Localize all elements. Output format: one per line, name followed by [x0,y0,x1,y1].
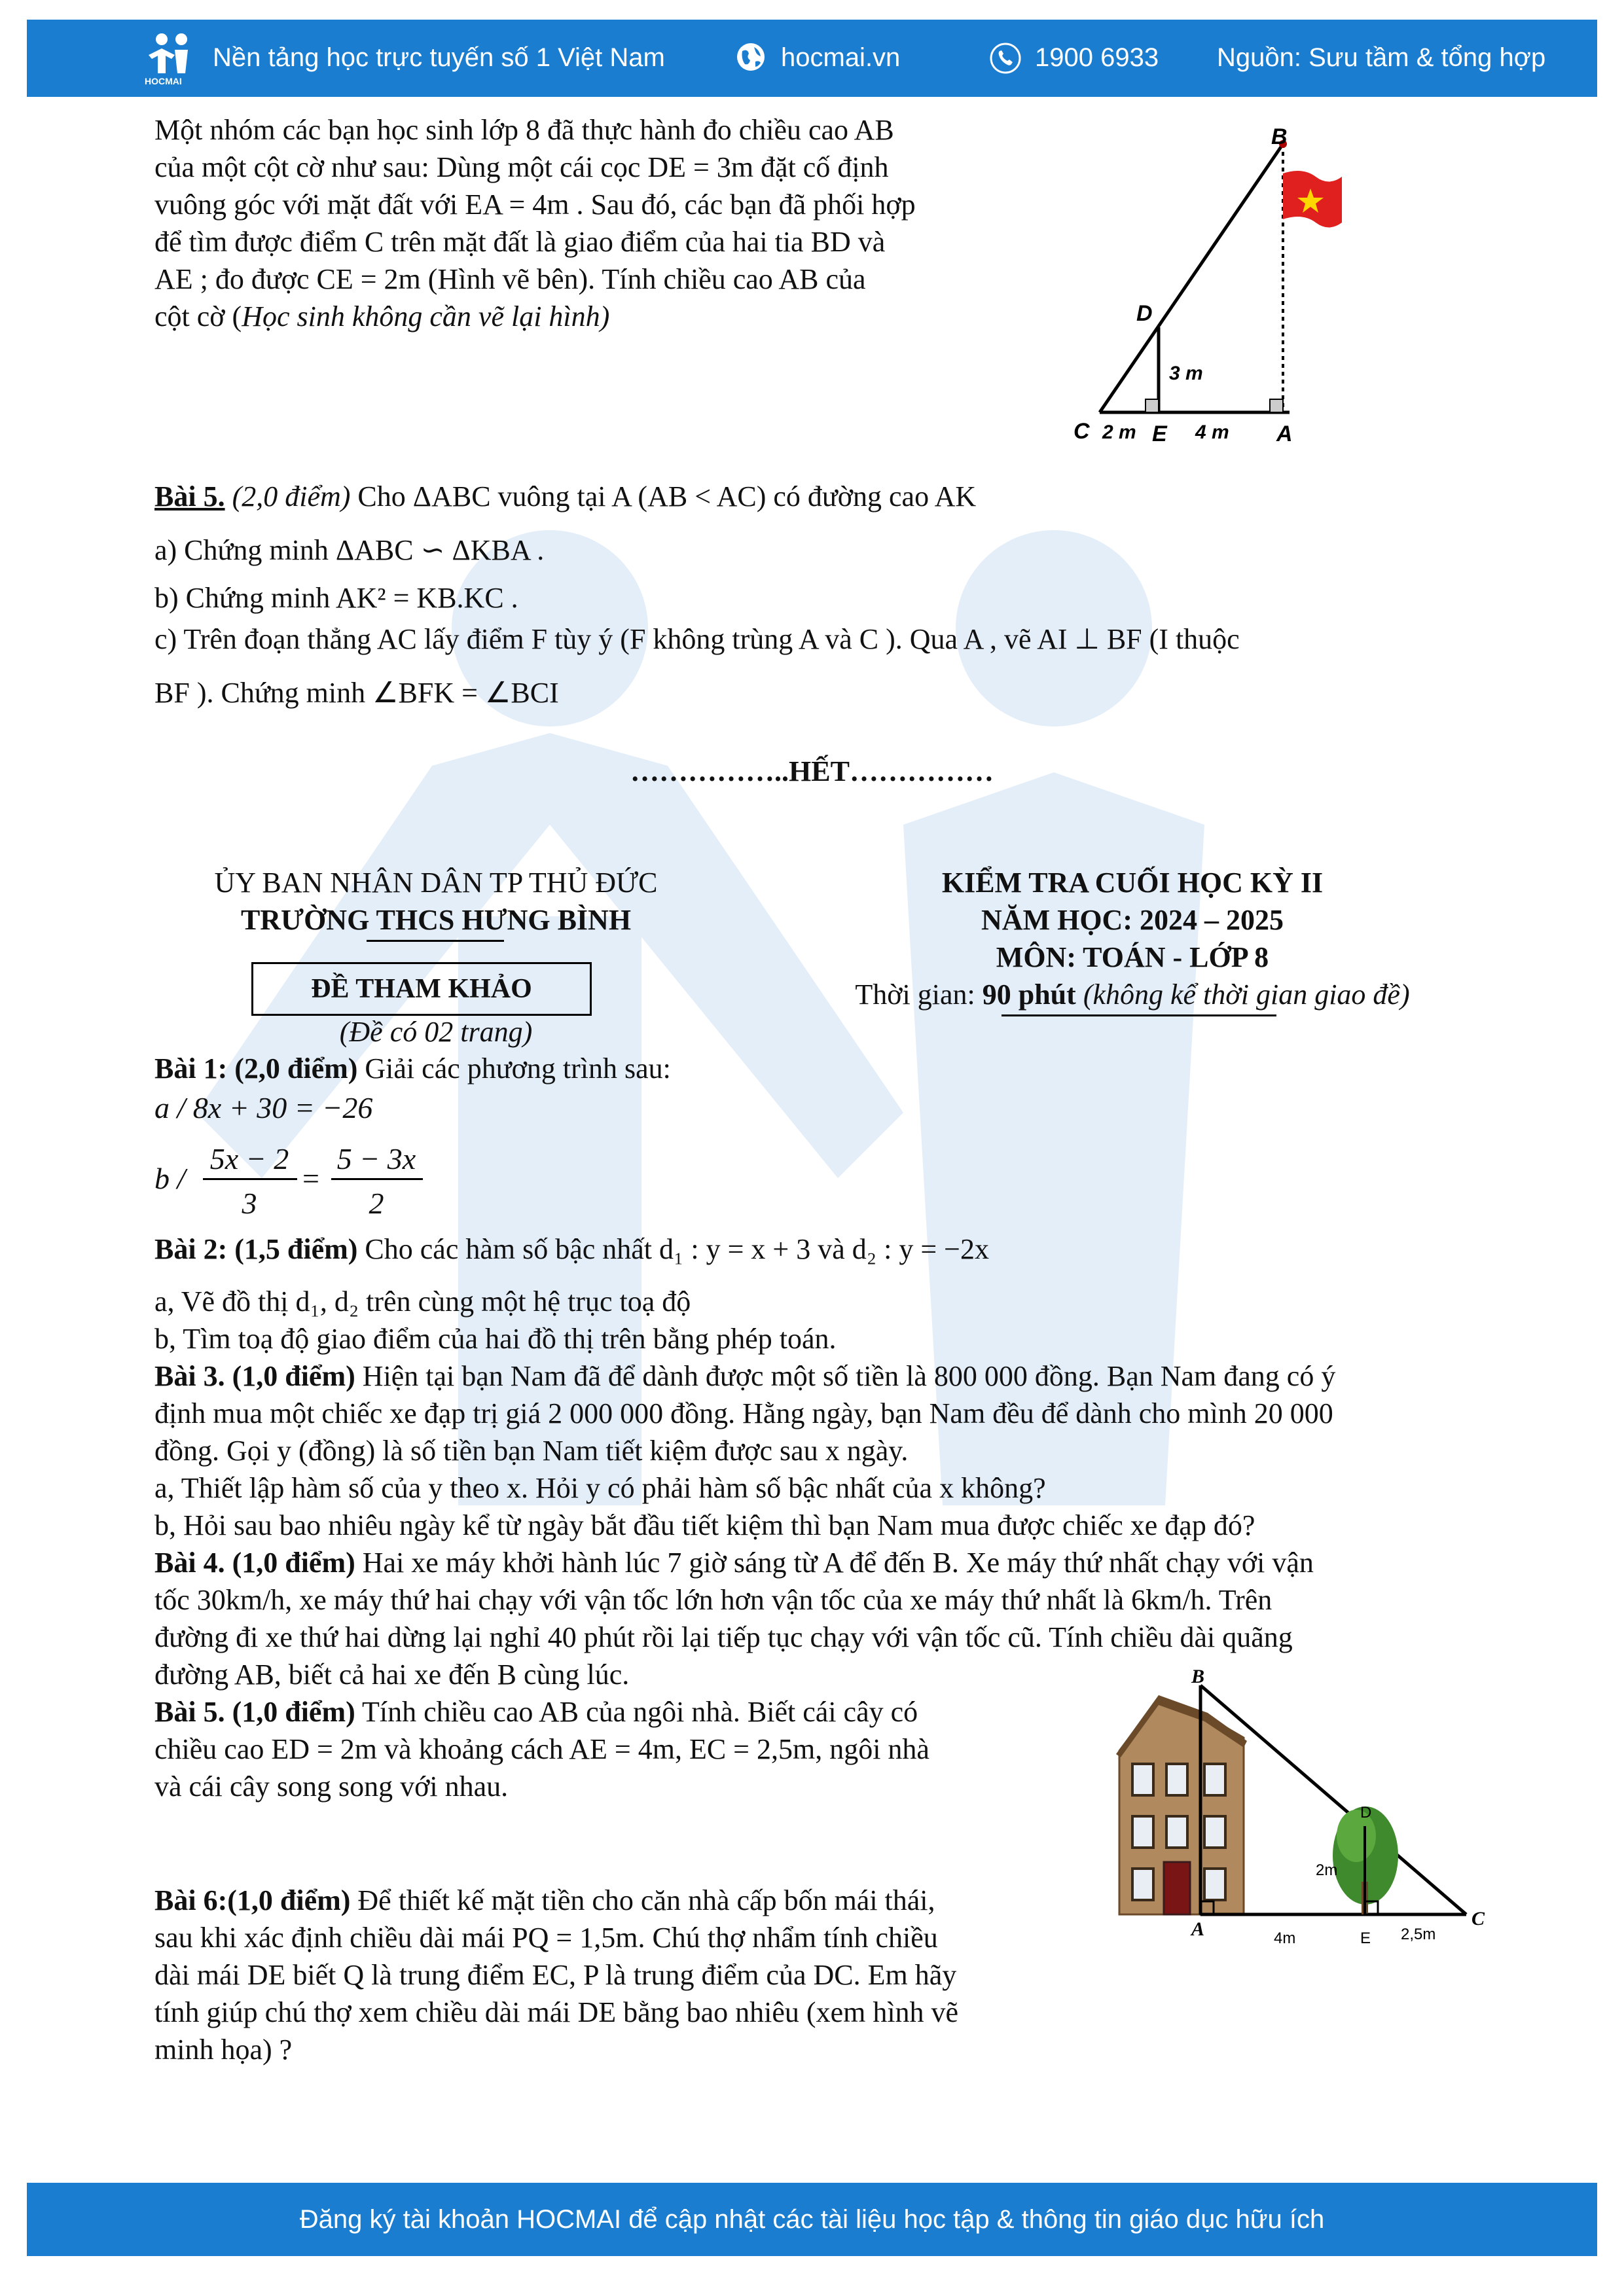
bai3-a: a, Thiết lập hàm số của y theo x. Hỏi y có phải hàm số bậc nhất của x không? [154,1472,1046,1504]
right-angle-e [1146,399,1159,412]
bai4-line-4: đường AB, biết cả hai xe đến B cùng lúc. [154,1659,630,1691]
bai2-text: Cho các hàm số bậc nhất d₁ : y = x + 3 và d₂ : y = −2x [365,1233,989,1265]
bai1-b-bar1 [203,1178,297,1180]
bai3-b: b, Hỏi sau bao nhiêu ngày kể từ ngày bắt đầu tiết kiệm thì bạn Nam mua được chiếc xe đạp đó? [154,1509,1255,1541]
bai3-text-1: Hiện tại bạn Nam đã để dành được một số tiền là 800 000 đồng. Bạn Nam đang có ý [362,1360,1336,1392]
intro-last-prefix: cột cờ ( [154,300,242,332]
bai4-line-2: tốc 30km/h, xe máy thứ hai chạy với vận tốc lớn hơn vận tốc của xe máy thứ nhất là 6km/h. Trên [154,1584,1272,1616]
label-ce: 2 m [1102,422,1136,443]
p1-bai5-text: Cho ΔABC vuông tại A (AB < AC) có đường cao AK [357,480,977,512]
bai1-b-num1: 5x − 2 [209,1142,289,1175]
bai2-title: Bài 2: (1,5 điểm) [154,1233,358,1265]
bai1-stmt [154,1050,671,1087]
window [1132,1869,1153,1900]
p1-bai5-a: a) Chứng minh ΔABC ∽ ΔKBA . [154,534,545,566]
school-name: TRƯỜNG THCS HƯNG BÌNH [240,904,632,936]
exam-time [753,976,1512,1013]
window [1166,1764,1187,1795]
bai1-a: a / 8x + 30 = −26 [154,1091,373,1124]
bai6-text-1: Để thiết kế mặt tiền cho căn nhà cấp bốn mái thái, [357,1884,935,1916]
label-e: E [1152,422,1167,446]
label-d: D [1136,301,1153,326]
intro-last-note: Học sinh không cần vẽ lại hình) [242,300,610,332]
bai2-a: a, Vẽ đồ thị d₁, d₂ trên cùng một hệ trục toạ độ [154,1285,691,1318]
window [1166,1816,1187,1848]
bai3-line-1 [154,1357,1335,1395]
header-website[interactable]: hocmai.vn [781,43,901,72]
bai4-line-3: đường đi xe thứ hai dừng lại nghỉ 40 phút rồi lại tiếp tục chạy với vận tốc cũ. Tính chiều dài quãng [154,1621,1293,1653]
bai6-line-5: minh họa) ? [154,2034,293,2066]
window [1204,1816,1225,1848]
bai5-text-1: Tính chiều cao AB của ngôi nhà. Biết cái cây có [361,1696,918,1728]
p1-bai5-stmt [154,478,976,515]
label-ea: 4 m [1195,422,1229,443]
bai2-b: b, Tìm toạ độ giao điểm của hai đồ thị trên bằng phép toán. [154,1323,837,1355]
bai1-b-num2: 5 − 3x [336,1142,416,1175]
time-underline [1001,1014,1276,1016]
header-bar [27,20,1597,97]
label-a: A [1276,422,1293,446]
reference-exam-box: ĐỀ THAM KHẢO [251,962,592,1016]
window [1204,1869,1225,1900]
bai1-title: Bài 1: (2,0 điểm) [154,1052,358,1085]
page-count: (Đề có 02 trang) [339,1016,533,1048]
window [1132,1816,1153,1848]
globe-icon [736,42,766,72]
window [1132,1764,1153,1795]
intro-line-3: vuông góc với mặt đất với EA = 4m . Sau đó, các bạn đã phối hợp [154,188,916,221]
intro-line-6 [154,298,609,335]
bai1-b-den1: 3 [242,1187,257,1220]
bai2-stmt [154,1230,989,1268]
school-year: NĂM HỌC: 2024 – 2025 [981,904,1284,936]
footer-bar[interactable]: Đăng ký tài khoản HOCMAI để cập nhật các tài liệu học tập & thông tin giáo dục hữu ích [27,2183,1597,2256]
school-underline [367,940,504,942]
bai1-b-label: b / [154,1162,186,1195]
phone-icon [989,42,1022,75]
bai5-line-1 [154,1693,918,1731]
bai4-line-1 [154,1544,1314,1581]
bai6-line-3: dài mái DE biết Q là trung điểm EC, P là trung điểm của DC. Em hãy [154,1959,957,1991]
bai1-b-bar2 [331,1178,423,1180]
label-de: 3 m [1169,363,1203,384]
bai1-text: Giải các phương trình sau: [365,1052,671,1085]
bai3-title: Bài 3. (1,0 điểm) [154,1360,355,1392]
fig5-label-ae: 4m [1274,1929,1296,1947]
authority-name: ỦY BAN NHÂN DÂN TP THỦ ĐỨC [214,867,658,899]
fig5-label-b: B [1191,1666,1205,1687]
intro-line-1: Một nhóm các bạn học sinh lớp 8 đã thực hành đo chiều cao AB [154,114,894,146]
right-angle-a [1270,399,1283,412]
p1-bai5-b: b) Chứng minh AK² = KB.KC . [154,582,518,614]
logo-text: HOCMAI [145,76,182,86]
p1-bai5-c1: c) Trên đoạn thẳng AC lấy điểm F tùy ý (F không trùng A và C ). Qua A , vẽ AI ⊥ BF (I thuộc [154,623,1240,655]
fig5-label-ec: 2,5m [1401,1926,1436,1943]
house-door [1164,1862,1190,1914]
fig5-label-a: A [1191,1918,1205,1940]
window [1204,1764,1225,1795]
bai6-line-2: sau khi xác định chiều dài mái PQ = 1,5m. Chú thợ nhẩm tính chiều [154,1922,938,1954]
time-value: 90 phút [982,978,1076,1011]
intro-line-4: để tìm được điểm C trên mặt đất là giao điểm của hai tia BD và [154,226,886,258]
fig5-label-e: E [1360,1929,1371,1947]
p1-bai5-points: (2,0 điểm) [232,480,351,512]
intro-line-2: của một cột cờ như sau: Dùng một cái cọc DE = 3m đặt cố định [154,151,889,183]
bai6-line-1 [154,1882,935,1919]
bai5-line-2: chiều cao ED = 2m và khoảng cách AE = 4m, EC = 2,5m, ngôi nhà [154,1733,929,1765]
exam-title: KIỂM TRA CUỐI HỌC KỲ II [941,867,1324,899]
fig5-label-d: D [1360,1804,1372,1821]
end-marker: ……………..HẾT…………… [630,755,994,787]
time-note: (không kể thời gian giao đề) [1083,978,1410,1011]
bai4-title: Bài 4. (1,0 điểm) [154,1547,355,1579]
bai3-line-2: định mua một chiếc xe đạp trị giá 2 000 000 đồng. Hằng ngày, bạn Nam đều để dành cho mình 20 000 [154,1397,1333,1429]
flagpole-figure [1067,124,1342,458]
time-prefix: Thời gian: [855,978,975,1011]
bai5-line-3: và cái cây song song với nhau. [154,1770,509,1803]
bai5-title: Bài 5. (1,0 điểm) [154,1696,355,1728]
header-source: Nguồn: Sưu tầm & tổng hợp [1217,43,1546,72]
house-tree-figure [1113,1666,1506,1960]
bai6-title: Bài 6:(1,0 điểm) [154,1884,351,1916]
header-tagline: Nền tảng học trực tuyến số 1 Việt Nam [213,43,665,72]
bai1-b-eq: = [302,1162,319,1195]
p1-bai5-c2: BF ). Chứng minh ∠BFK = ∠BCI [154,677,559,709]
bai3-line-3: đồng. Gọi y (đồng) là số tiền bạn Nam tiết kiệm được sau x ngày. [154,1435,909,1467]
header-phone[interactable]: 1900 6933 [1035,43,1159,72]
label-b: B [1271,124,1288,149]
bai1-b-den2: 2 [369,1187,384,1220]
bai4-text-1: Hai xe máy khởi hành lúc 7 giờ sáng từ A để đến B. Xe máy thứ nhất chạy với vận [362,1547,1314,1579]
p1-bai5-title: Bài 5. [154,480,225,512]
bai6-line-4: tính giúp chú thợ xem chiều dài mái DE bằng bao nhiêu (xem hình vẽ [154,1996,959,2028]
fig5-label-c: C [1471,1908,1485,1929]
label-c: C [1074,419,1090,444]
fig5-label-h: 2m [1316,1861,1338,1879]
subject: MÔN: TOÁN - LỚP 8 [996,941,1269,973]
intro-line-5: AE ; đo được CE = 2m (Hình vẽ bên). Tính chiều cao AB của [154,263,866,295]
